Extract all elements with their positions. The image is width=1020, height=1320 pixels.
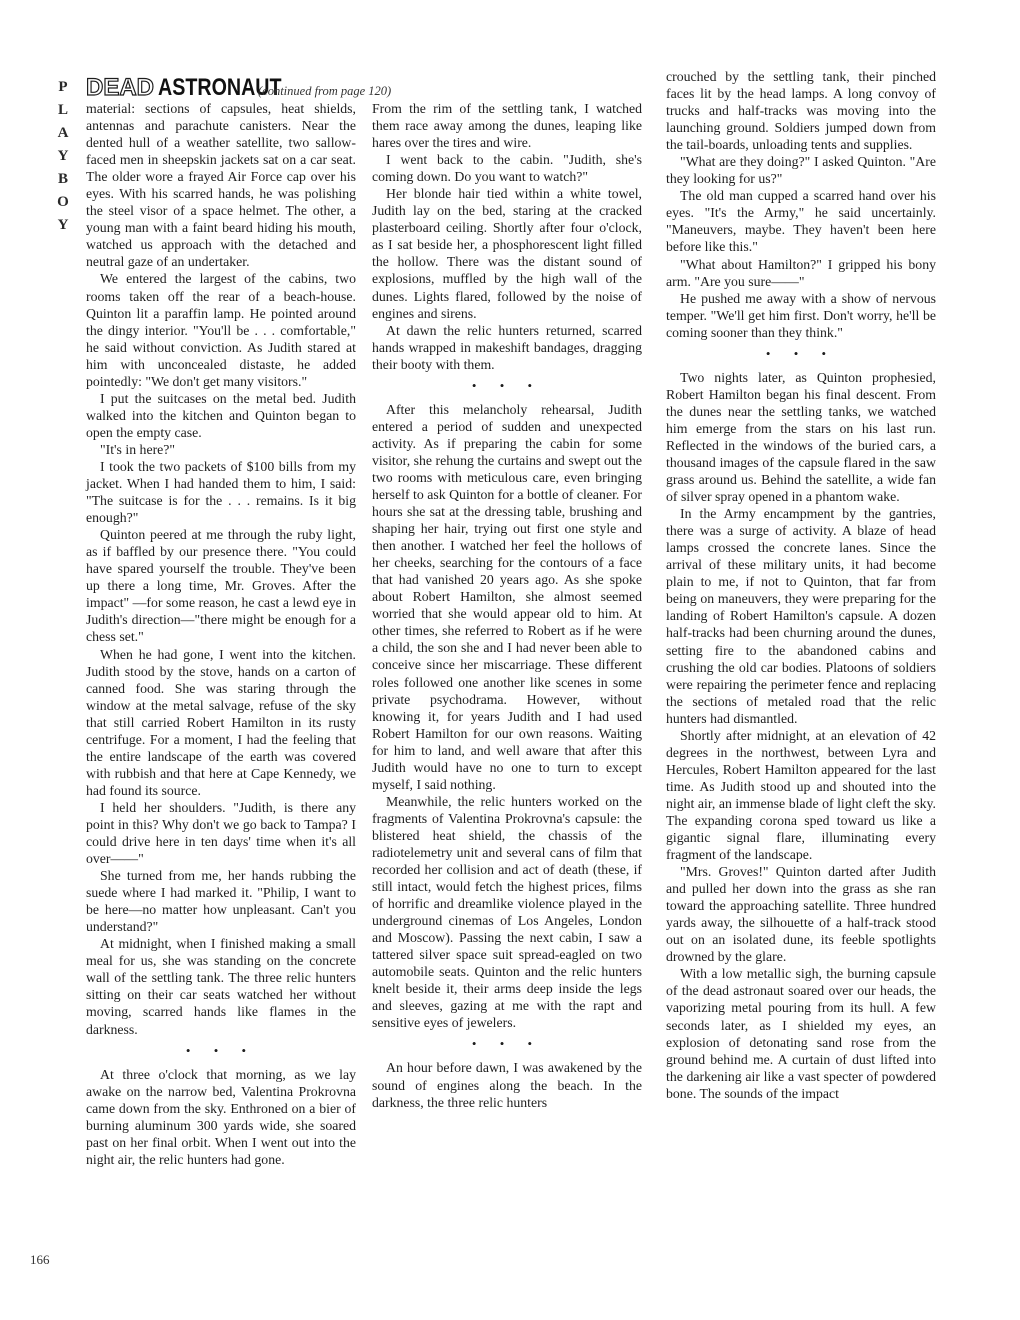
paragraph: An hour before dawn, I was awakened by the sound of engines along the beach. In the darkness, the three relic hunters — [372, 1060, 642, 1110]
paragraph: material: sections of capsules, heat shields, antennas and parachute canisters. Near the dented hull of a weather satellite, two sallow-faced men in sheepskin jackets sat on a car seat. The older wore a frayed Air Force cap over his eyes. With his scarred hands, he was polishing the steel visor of a space helmet. The other, a young man with a faint beard hiding his mouth, watched us approach with the detached and neutral gaze of an undertaker. — [86, 101, 356, 270]
paragraph: At three o'clock that morning, as we lay awake on the narrow bed, Valentina Prokrovna came down from the sky. Enthroned on a bier of burning aluminum 300 yards wide, she soared past on her final orbit. When I went out into the night air, the relic hunters had gone. — [86, 1066, 356, 1167]
masthead-letter: A — [57, 125, 69, 141]
magazine-masthead-vertical — [55, 76, 71, 237]
paragraph: I held her shoulders. "Judith, is there any point in this? Why don't we go back to Tampa? I could drive here in ten days' time when it's all over——" — [86, 799, 356, 867]
paragraph: At dawn the relic hunters returned, scarred hands wrapped in makeshift bandages, dragging their booty with them. — [372, 322, 642, 372]
text-column-3 — [666, 68, 936, 1102]
paragraph: He pushed me away with a show of nervous temper. "We'll get him first. Don't worry, he'll be coming sooner than they think." — [666, 290, 936, 340]
paragraph: When he had gone, I went into the kitchen. Judith stood by the stove, hands on a carton of canned food. She was staring through the window at the metal salvage, refuse of the sky that still carried Robert Hamilton in its rusty centrifuge. For a moment, I had the feeling that the entire landscape of the earth was covered with rubbish and that here at Cape Kennedy, we had found its source. — [86, 646, 356, 798]
masthead-letter: Y — [57, 148, 69, 164]
paragraph: I took the two packets of $100 bills from my jacket. When I had handed them to him, I said: "The suitcase is for the . . . remains. Is it big enough?" — [86, 458, 356, 526]
paragraph: "What about Hamilton?" I gripped his bony arm. "Are you sure——" — [666, 256, 936, 289]
section-break-dots: • • • — [185, 1042, 257, 1058]
text-column-1 — [86, 100, 356, 1168]
masthead-letter: P — [58, 79, 68, 95]
paragraph: "Mrs. Groves!" Quinton darted after Judith and pulled her down into the grass as she ran toward the approaching satellite. Three hundred yards away, the silhouette of a half-track stood out on an isolated dune, its feeble spotlights drowned by the glare. — [666, 864, 936, 965]
section-break-dots: • • • — [471, 377, 543, 393]
masthead-letter: O — [57, 194, 69, 210]
paragraph: I put the suitcases on the metal bed. Judith walked into the kitchen and Quinton began to open the empty case. — [86, 390, 356, 440]
masthead-letter: L — [57, 102, 68, 118]
paragraph: I went back to the cabin. "Judith, she's coming down. Do you want to watch?" — [372, 152, 642, 185]
paragraph: We entered the largest of the cabins, two rooms taken off the rear of a beach-house. Quinton lit a paraffin lamp. He pointed around the dingy interior. "You'll be . . . comfortable," he said without conviction. As Judith stared at him with unconcealed distaste, he added pointedly: "We don't get many visitors." — [86, 271, 356, 389]
paragraph: "It's in here?" — [100, 441, 176, 457]
paragraph: She turned from me, her hands rubbing the suede where I had marked it. "Philip, I want to be here—no matter how unpleasant. Can't you understand?" — [86, 868, 356, 935]
paragraph: At midnight, when I finished making a small meal for us, she was standing on the concrete wall of the settling tank. The three relic hunters sitting on their car seats watched her without moving, scarred hands like flames in the darkness. — [86, 936, 356, 1037]
section-break-dots: • • • — [471, 1036, 543, 1052]
title-dead-outlined: DEAD — [86, 74, 155, 101]
masthead-letter: B — [57, 171, 68, 187]
section-break-dots: • • • — [765, 345, 837, 361]
masthead-letter: Y — [57, 217, 69, 233]
paragraph: Two nights later, as Quinton prophesied, Robert Hamilton began his final descent. From the dunes near the settling tanks, we watched him emerge from the stars on his last run. Reflected in the windows of the buried cars, a thousand images of the capsule flared in the saw grass around us. Behind the satellite, a wide fan of silver spray opened in a phantom wake. — [666, 369, 936, 505]
paragraph: Shortly after midnight, at an elevation of 42 degrees in the northwest, between Lyra and Hercules, Robert Hamilton appeared for the last time. As Judith stood up and shouted into the night air, an immense blade of light cleft the sky. The expanding corona sped toward us like a gigantic signal flare, illuminating every fragment of the landscape. — [666, 727, 936, 863]
paragraph: "What are they doing?" I asked Quinton. "Are they looking for us?" — [666, 154, 936, 187]
paragraph: Meanwhile, the relic hunters worked on the fragments of Valentina Prokrovna's capsule: the blistered heat shield, the chassis of the radiotelemetry unit and several cans of film that recorded her collision and act of death (these, if still intact, would fetch the highest prices, films of horrific and dreamlike violence played in the underground cinemas of Los Angeles, London and Moscow). Passing the next cabin, I saw a tattered silver space suit spread-eagled on two automobile seats. Quinton and the relic hunters knelt beside it, their arms deep inside the legs and sleeves, gazing at me with the rapt and sensitive eyes of jewelers. — [372, 793, 642, 1031]
paragraph: After this melancholy rehearsal, Judith entered a period of sudden and unexpected activity. As if preparing the cabin for some visitor, she rehung the curtains and swept out the two rooms with meticulous care, even bringing herself to ask Quinton for a bottle of cleaner. For hours she sat at the dressing table, brushing and shaping her hair, trying out first one style and then another. I watched her feel the hollows of her cheeks, searching for the contours of a face that had vanished 20 years ago. As she spoke about Robert Hamilton, she almost seemed worried that she would appear old to him. At other times, she referred to Robert as if he were a child, the son she and I had never been able to conceive since her miscarriage. These different roles followed one another like scenes in some private psychodrama. However, without knowing it, for years Judith and I had used Robert Hamilton for our own reasons. Waiting for him to land, and well aware that after this Judith would have no one to turn to except myself, I said nothing. — [372, 401, 642, 792]
text-column-2 — [372, 100, 642, 1111]
paragraph: The old man cupped a scarred hand over his eyes. "It's the Army," he said uncertainly. "Maneuvers, maybe. They haven't been here before like this." — [666, 188, 936, 255]
paragraph: Quinton peered at me through the ruby light, as if baffled by our presence there. "You could have spared yourself the trouble. They've been up there a long time, Mr. Groves. After the impact" —for some reason, he cast a lewd eye in Judith's direction—"there might be enough for a chess set." — [86, 527, 356, 645]
paragraph: Her blonde hair tied within a white towel, Judith lay on the bed, staring at the cracked plasterboard ceiling. Shortly after four o'clock, as I sat beside her, a phosphorescent light filled the hollow. There was the distant sound of explosions, muffled by the high wall of the dunes. Lights flared, followed by the noise of engines and sirens. — [372, 186, 642, 321]
paragraph: In the Army encampment by the gantries, there was a surge of activity. A blaze of head lamps crossed the concrete lanes. Since the arrival of these military units, it had become plain to me, if not to Quinton, that far from being on maneuvers, they were preparing for the landing of Robert Hamilton's capsule. A dozen half-tracks had been churning around the dunes, setting fire to the abandoned cabins and crushing the old car bodies. Platoons of soldiers were repairing the perimeter fence and replacing the sections of metaled road that the relic hunters had dismantled. — [666, 506, 936, 726]
page-number: 166 — [30, 1252, 50, 1267]
paragraph: From the rim of the settling tank, I watched them race away among the dunes, leaping like hares over the tires and wire. — [372, 101, 642, 151]
paragraph: With a low metallic sigh, the burning capsule of the dead astronaut soared over our heads, the vaporizing metal pouring from its hull. A few seconds later, as I shielded my eyes, an explosion of detonating sand rose from the ground behind me. A curtain of dust lifted into the darkening air like a vast specter of powdered bone. The sounds of the impact — [666, 966, 936, 1101]
continued-from-note: (continued from page 120) — [258, 84, 392, 98]
paragraph: crouched by the settling tank, their pinched faces lit by the head lamps. A long convoy of trucks and half-tracks was moving into the launching ground. Soldiers jumped down from the tail-boards, unloading tents and supplies. — [666, 69, 936, 153]
title-astronaut: ASTRONAUT — [158, 74, 282, 101]
